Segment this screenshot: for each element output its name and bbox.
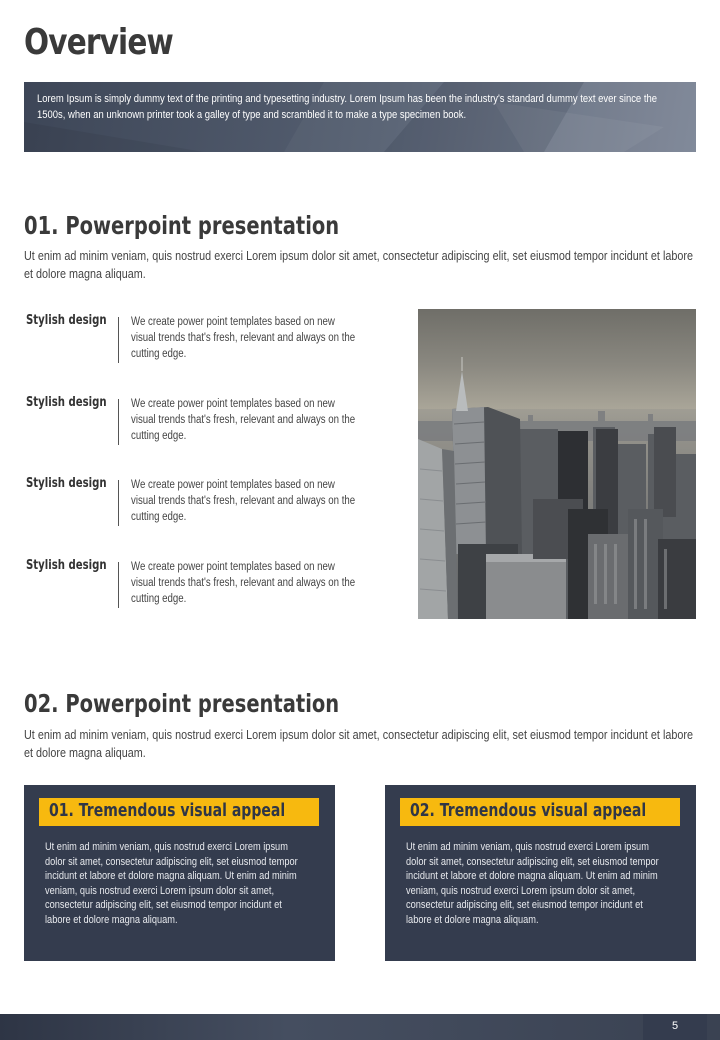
feature-description: We create power point templates based on new visual trends that's fresh, relevant and always on the cutting edge. xyxy=(131,316,356,360)
feature-label: Stylish design xyxy=(26,395,107,410)
feature-divider xyxy=(118,480,119,526)
feature-row xyxy=(24,313,374,363)
card-title: 01. Tremendous visual appeal xyxy=(49,800,286,821)
feature-label: Stylish design xyxy=(26,476,107,491)
feature-label: Stylish design xyxy=(26,313,107,328)
feature-divider xyxy=(118,317,119,363)
card-body: Ut enim ad minim veniam, quis nostrud exerci Lorem ipsum dolor sit amet, consectetur adipiscing elit, set eiusmod tempor incidunt et labore et dolore magna aliquam. Ut enim ad minim veniam, quis nostrud exerci Lorem ipsum dolor sit amet, consectetur adipiscing elit, set eiusmod tempor incidunt et labore et dolore magna aliquam. xyxy=(406,841,659,926)
feature-label: Stylish design xyxy=(26,558,107,573)
feature-description: We create power point templates based on new visual trends that's fresh, relevant and always on the cutting edge. xyxy=(131,561,356,605)
section-1-heading: 01. Powerpoint presentation xyxy=(24,211,340,240)
card-title-bar xyxy=(39,798,319,826)
intro-text: Lorem Ipsum is simply dummy text of the printing and typesetting industry. Lorem Ipsum has been the industry's standard dummy text ever since the 1500s, when an unknown printer took a galley of type and scrambled it to make a type specimen book. xyxy=(37,93,657,121)
page-number: 5 xyxy=(643,1014,707,1040)
feature-card xyxy=(24,785,335,961)
card-body: Ut enim ad minim veniam, quis nostrud exerci Lorem ipsum dolor sit amet, consectetur adipiscing elit, set eiusmod tempor incidunt et labore et dolore magna aliquam. Ut enim ad minim veniam, quis nostrud exerci Lorem ipsum dolor sit amet, consectetur adipiscing elit, set eiusmod tempor incidunt et labore et dolore magna aliquam. xyxy=(45,841,298,926)
page-title: Overview xyxy=(24,22,174,63)
feature-divider xyxy=(118,399,119,445)
feature-description: We create power point templates based on new visual trends that's fresh, relevant and always on the cutting edge. xyxy=(131,398,356,442)
feature-card xyxy=(385,785,696,961)
feature-divider xyxy=(118,562,119,608)
section-1-lead: Ut enim ad minim veniam, quis nostrud exerci Lorem ipsum dolor sit amet, consectetur adipiscing elit, set eiusmod tempor incidunt et labore et dolore magna aliquam. xyxy=(24,248,693,281)
feature-row xyxy=(24,558,374,608)
section-2-heading: 02. Powerpoint presentation xyxy=(24,689,340,718)
section-2-lead: Ut enim ad minim veniam, quis nostrud exerci Lorem ipsum dolor sit amet, consectetur adipiscing elit, set eiusmod tempor incidunt et labore et dolore magna aliquam. xyxy=(24,727,693,760)
feature-row xyxy=(24,395,374,445)
city-skyline-photo xyxy=(418,309,696,619)
feature-description: We create power point templates based on new visual trends that's fresh, relevant and always on the cutting edge. xyxy=(131,479,356,523)
card-title-bar xyxy=(400,798,680,826)
intro-banner xyxy=(24,82,696,152)
footer-bar xyxy=(0,1014,720,1040)
feature-row xyxy=(24,476,374,526)
card-title: 02. Tremendous visual appeal xyxy=(410,800,647,821)
